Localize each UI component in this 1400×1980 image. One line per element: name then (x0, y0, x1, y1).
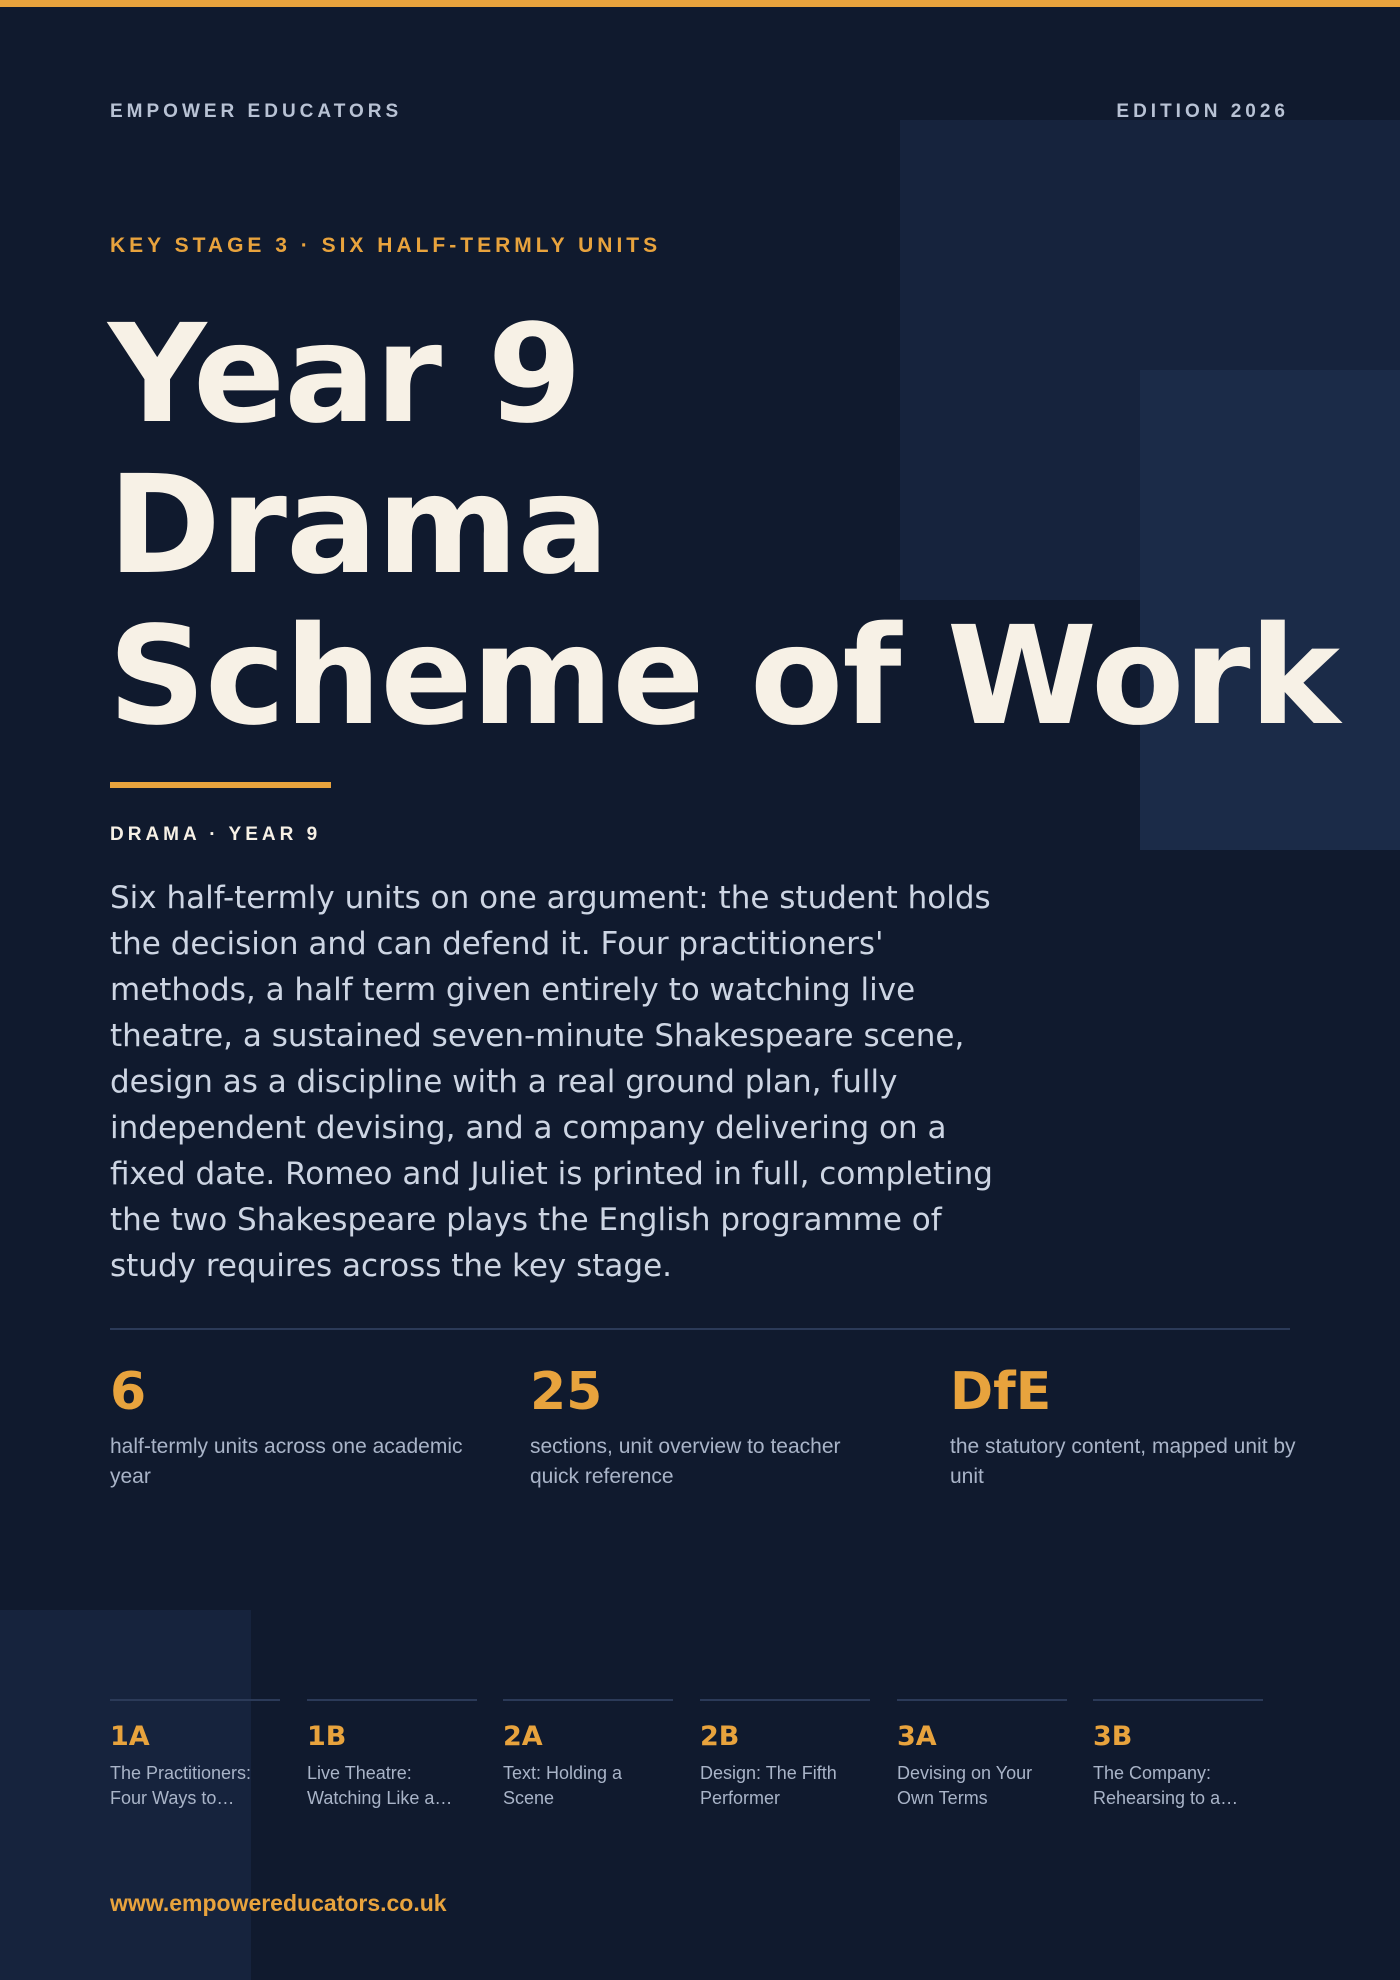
unit-code: 1B (307, 1721, 347, 1752)
stat-label: sections, unit overview to teacher quick reference (530, 1435, 841, 1488)
stat-dfe (950, 1362, 1310, 1492)
top-accent-bar (0, 0, 1400, 7)
edition-label: EDITION 2026 (1116, 101, 1289, 122)
title-line-2: Drama (108, 447, 609, 605)
unit-1a (110, 1699, 280, 1811)
unit-title: Design: The Fifth Performer (700, 1763, 837, 1808)
stat-label: half-termly units across one academic year (110, 1435, 463, 1488)
unit-code: 3B (1093, 1721, 1133, 1752)
unit-3b (1093, 1699, 1263, 1811)
unit-code: 2B (700, 1721, 740, 1752)
page-title (108, 296, 1339, 756)
unit-1b (307, 1699, 477, 1811)
unit-title: Text: Holding a Scene (503, 1763, 623, 1808)
website-link[interactable]: www.empowereducators.co.uk (110, 1890, 447, 1916)
brand-name: EMPOWER EDUCATORS (110, 101, 403, 122)
stat-value: DfE (950, 1362, 1052, 1422)
unit-title: Live Theatre: Watching Like a… (307, 1763, 453, 1808)
unit-3a (897, 1699, 1067, 1811)
stat-label: the statutory content, mapped unit by unit (950, 1435, 1296, 1488)
unit-code: 1A (110, 1721, 150, 1752)
stat-units (110, 1362, 470, 1492)
unit-code: 3A (897, 1721, 937, 1752)
subject-kicker: DRAMA · YEAR 9 (110, 824, 322, 845)
intro-paragraph: Six half-termly units on one argument: the student holds the decision and can defend it. Four practitioners' methods, a half term given entirely to watching live theatre, a sustained seven-minute Shakespeare scene, design as a discipline with a real ground plan, fully independent devising, and a company delivering on a fixed date. Romeo and Juliet is printed in full, completing the two Shakespeare plays the English programme of study requires across the key stage. (110, 880, 993, 1284)
eyebrow-label: KEY STAGE 3 · SIX HALF-TERMLY UNITS (110, 234, 662, 257)
unit-title: The Practitioners: Four Ways to… (110, 1763, 252, 1808)
unit-title: Devising on Your Own Terms (897, 1763, 1033, 1808)
title-line-1: Year 9 (108, 296, 582, 454)
unit-title: The Company: Rehearsing to a… (1093, 1763, 1239, 1808)
unit-code: 2A (503, 1721, 543, 1752)
title-line-3: Scheme of Work (108, 598, 1339, 756)
stat-sections (530, 1362, 890, 1492)
title-underline (110, 782, 331, 788)
unit-2a (503, 1699, 673, 1811)
stat-value: 6 (110, 1362, 147, 1422)
section-divider (110, 1328, 1290, 1330)
unit-2b (700, 1699, 870, 1811)
stat-value: 25 (530, 1362, 603, 1422)
